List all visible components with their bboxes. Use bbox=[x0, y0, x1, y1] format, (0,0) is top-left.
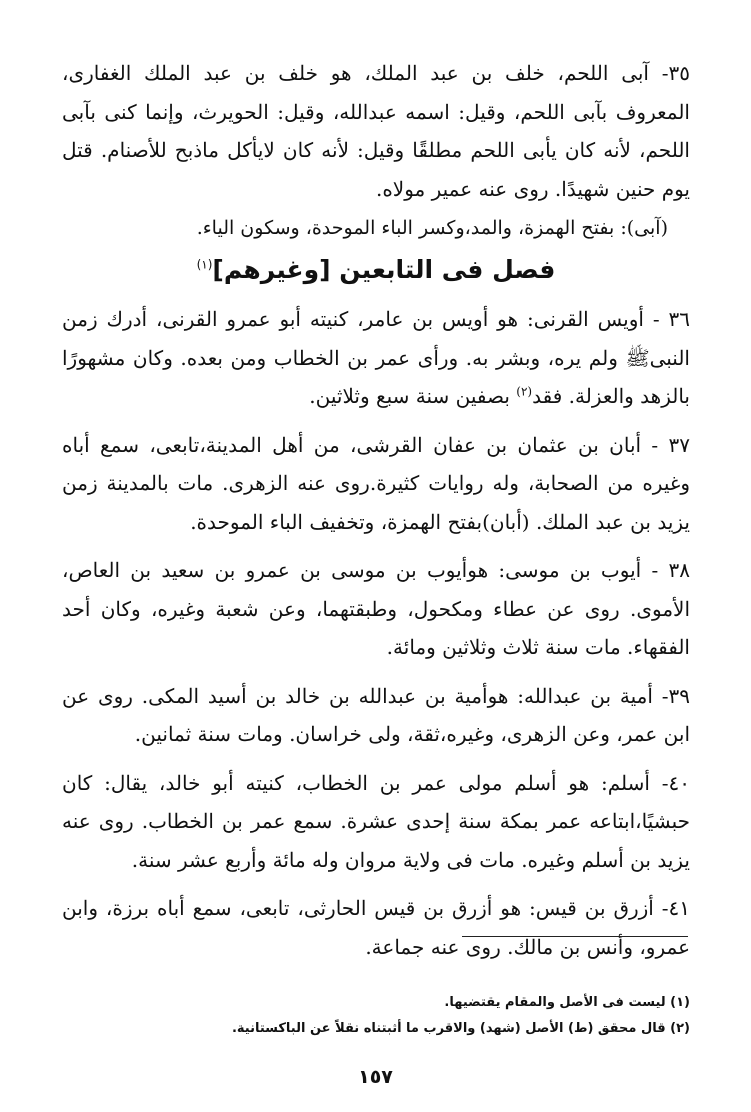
footnote-divider bbox=[462, 936, 688, 937]
entry-40: ٤٠- أسلم: هو أسلم مولى عمر بن الخطاب، كنيته أبو خالد، يقال: كان حبشيًا،ابتاعه عمر بمكة سنة إحدى عشرة. سمع عمر بن الخطاب. روى عنه يزيد بن أسلم وغيره. مات فى ولاية مروان وله مائة وأربع عشر سنة. bbox=[62, 770, 690, 872]
entry-36-text: ٣٦ - أويس القرنى: هو أويس بن عامر، كنيته أبو عمرو القرنى، أدرك زمن النبىﷺ ولم يره، وبشر به. ورأى عمر بن الخطاب ومن بعده. وكان مشهورًا بالزهد والعزلة. فقد bbox=[62, 307, 690, 408]
entry-36-text-end: بصفين سنة سبع وثلاثين. bbox=[309, 384, 517, 408]
entry-41: ٤١- أزرق بن قيس: هو أزرق بن قيس الحارثى، تابعى، سمع أباه برزة، وابن عمرو، وأنس بن مالك. روى عنه جماعة. bbox=[62, 896, 690, 959]
page-number: ١٥٧ bbox=[358, 1066, 393, 1088]
footnote-marker-1: (١) bbox=[196, 257, 213, 272]
entry-35: ٣٥- آبى اللحم، خلف بن عبد الملك، هو خلف بن عبد الملك الغفارى، المعروف بآبى اللحم، وقيل: اسمه عبدالله، وقيل: الحويرث، وإنما كنى بآبى اللحم، لأنه كان يأبى اللحم مطلقًا وقيل: لأنه كان لايأكل ماذبح للأصنام. قتل يوم حنين شهيدًا. روى عنه عمير مولاه. bbox=[62, 61, 690, 201]
footnote-1: (١) ليست فى الأصل والمقام يقتضيها. bbox=[444, 995, 690, 1010]
section-title-text: فصل فى التابعين [وغيرهم] bbox=[212, 255, 556, 284]
entry-35-vocalization-note: (آبى): بفتح الهمزة، والمد،وكسر الباء الموحدة، وسكون الياء. bbox=[196, 217, 668, 239]
footnote-2: (٢) قال محقق (ط) الأصل (شهد) والاقرب ما أثبتناه نقلاً عن الباكستانية. bbox=[231, 1021, 690, 1036]
footnotes bbox=[62, 990, 690, 1042]
section-title bbox=[62, 250, 690, 290]
page-body bbox=[62, 54, 690, 976]
entry-38: ٣٨ - أيوب بن موسى: هوأيوب بن موسى بن عمرو بن سعيد بن العاص، الأموى. روى عن عطاء ومكحول، وطبقتهما، وعن شعبة وغيره، وكان أحد الفقهاء. مات سنة ثلاث وثلاثين ومائة. bbox=[62, 558, 690, 659]
entry-36 bbox=[62, 300, 690, 416]
footnote-marker-2: (٢) bbox=[516, 384, 533, 399]
entry-39: ٣٩- أمية بن عبدالله: هوأمية بن عبدالله بن خالد بن أسيد المكى. روى عن ابن عمر، وعن الزهرى، وغيره،ثقة، ولى خراسان. ومات سنة ثمانين. bbox=[62, 683, 690, 746]
entry-37: ٣٧ - أبان بن عثمان بن عفان القرشى، من أهل المدينة،تابعى، سمع أباه وغيره من الصحابة، وله روايات كثيرة.روى عنه الزهرى. مات بالمدينة زمن يزيد بن عبد الملك. (أبان)بفتح الهمزة، وتخفيف الباء الموحدة. bbox=[62, 432, 690, 534]
